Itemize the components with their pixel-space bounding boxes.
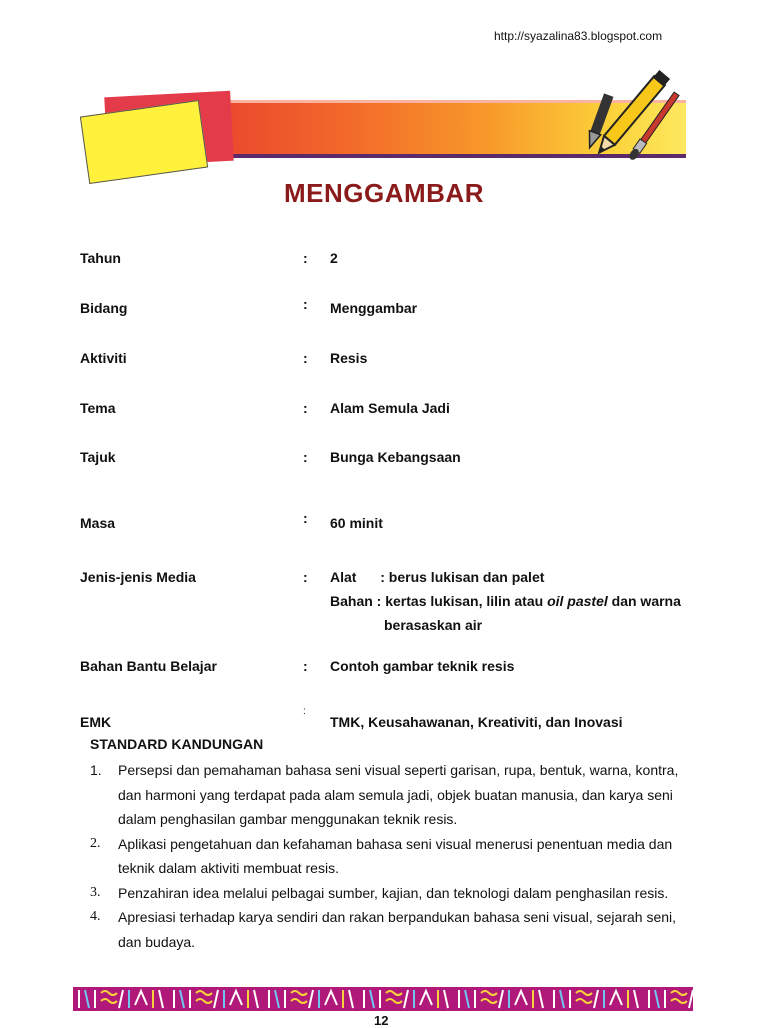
list-item bbox=[90, 758, 700, 832]
media-alat bbox=[330, 569, 544, 585]
field-label: Bahan Bantu Belajar bbox=[80, 658, 217, 674]
page-number: 12 bbox=[374, 1013, 389, 1028]
standard-kandungan-title: STANDARD KANDUNGAN bbox=[90, 736, 264, 752]
list-item-text: Persepsi dan pemahaman bahasa seni visual seperti garisan, rupa, bentuk, warna, kontra, dan harmoni yang terdapat pada alam semula jadi, objek buatan manusia, dan karya seni dalam penghasilan gambar menggunakan teknik resis. bbox=[118, 762, 679, 827]
field-value: Resis bbox=[330, 350, 368, 366]
field-label: Tema bbox=[80, 400, 116, 416]
list-item bbox=[90, 905, 700, 954]
footer-decorative-band bbox=[73, 987, 693, 1011]
media-bahan bbox=[330, 593, 681, 609]
field-colon: : bbox=[303, 250, 308, 266]
list-item-text: Penzahiran idea melalui pelbagai sumber, kajian, dan teknologi dalam penghasilan resis. bbox=[118, 884, 669, 901]
list-item-number: 1. bbox=[90, 762, 102, 778]
media-bahan-suffix: dan warna bbox=[607, 593, 681, 609]
list-item-number: 2. bbox=[90, 835, 101, 851]
field-colon: : bbox=[303, 400, 308, 416]
field-label: Tahun bbox=[80, 250, 121, 266]
field-value: 60 minit bbox=[330, 515, 383, 531]
list-item bbox=[90, 881, 700, 906]
field-label: Bidang bbox=[80, 300, 128, 316]
field-value: 2 bbox=[330, 250, 338, 266]
list-item bbox=[90, 832, 700, 881]
media-alat-prefix: Alat bbox=[330, 569, 357, 585]
field-colon: : bbox=[303, 296, 308, 312]
field-value: Alam Semula Jadi bbox=[330, 400, 450, 416]
field-label: Tajuk bbox=[80, 449, 116, 465]
field-value: Menggambar bbox=[330, 300, 418, 316]
field-colon: : bbox=[303, 658, 308, 674]
field-label: Masa bbox=[80, 515, 116, 531]
page-title: MENGGAMBAR bbox=[284, 178, 484, 208]
field-value: Bunga Kebangsaan bbox=[330, 449, 461, 465]
pen-pencil-brush-icon bbox=[583, 68, 691, 164]
field-label: EMK bbox=[80, 714, 112, 730]
media-bahan-line2: berasaskan air bbox=[384, 617, 483, 633]
field-colon: : bbox=[303, 569, 308, 585]
field-value: TMK, Keusahawanan, Kreativiti, dan Inovasi bbox=[330, 714, 623, 730]
media-bahan-italic: oil pastel bbox=[547, 593, 608, 609]
list-item-number: 3. bbox=[90, 884, 101, 900]
field-label: Jenis-jenis Media bbox=[80, 569, 196, 585]
field-value: Contoh gambar teknik resis bbox=[330, 658, 515, 674]
field-colon: : bbox=[303, 350, 308, 366]
field-colon: : bbox=[303, 706, 306, 717]
field-colon: : bbox=[303, 449, 308, 465]
list-item-text: Apresiasi terhadap karya sendiri dan rakan berpandukan bahasa seni visual, sejarah seni, dan budaya. bbox=[118, 909, 677, 950]
media-bahan-prefix: Bahan : kertas lukisan, lilin atau bbox=[330, 593, 548, 609]
list-item-text: Aplikasi pengetahuan dan kefahaman bahasa seni visual menerusi penentuan media dan teknik dalam aktiviti membuat resis. bbox=[118, 835, 673, 876]
field-label: Aktiviti bbox=[80, 350, 127, 366]
list-item-number: 4. bbox=[90, 909, 101, 924]
standard-kandungan-list bbox=[90, 758, 700, 954]
blog-url: http://syazalina83.blogspot.com bbox=[494, 29, 663, 43]
media-alat-value: : berus lukisan dan palet bbox=[380, 569, 545, 585]
header-banner bbox=[78, 80, 688, 190]
banner-yellow-card bbox=[80, 100, 208, 184]
field-colon: : bbox=[303, 510, 308, 526]
